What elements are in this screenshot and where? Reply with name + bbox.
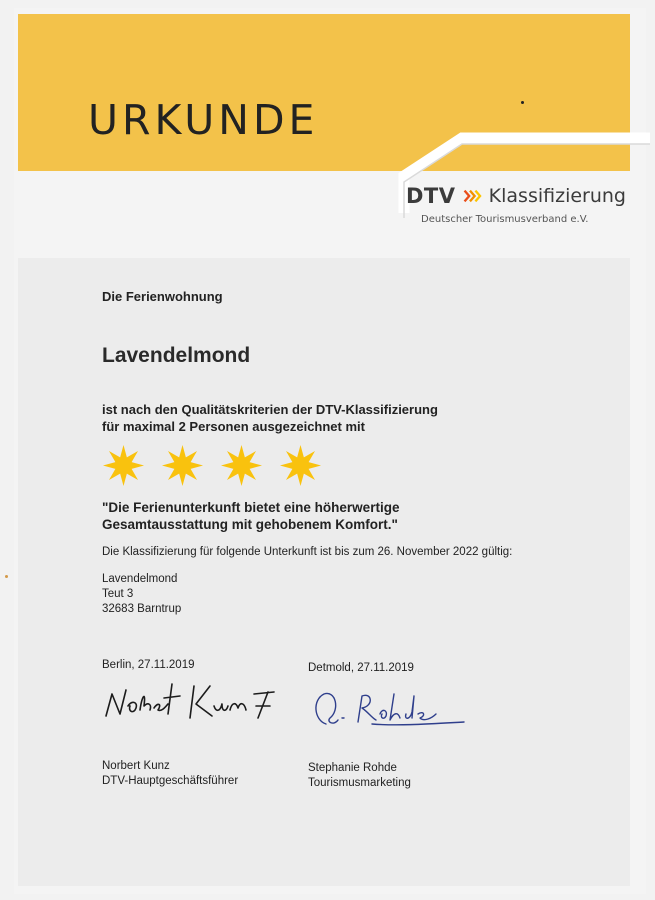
place-date-right: Detmold, 27.11.2019 (308, 662, 414, 674)
signature-left (98, 676, 283, 728)
star-icon (161, 444, 204, 487)
place-date-left: Berlin, 27.11.2019 (102, 659, 195, 671)
signer-right-role: Tourismusmarketing (308, 777, 411, 789)
criteria-line-2: für maximal 2 Personen ausgezeichnet mit (102, 419, 365, 434)
quote-line-2: Gesamtausstattung mit gehobenem Komfort." (102, 517, 398, 532)
signature-right (308, 684, 468, 732)
signer-right-name: Stephanie Rohde (308, 762, 397, 774)
criteria-line-1: ist nach den Qualitätskriterien der DTV-Klassifizierung (102, 402, 438, 417)
quote-line-1: "Die Ferienunterkunft bietet eine höherwertige (102, 500, 400, 515)
chevron-1 (464, 191, 469, 202)
dtv-logo (406, 184, 626, 234)
intro-text: Die Ferienwohnung (102, 289, 223, 304)
star-rating (102, 444, 322, 487)
dtv-brand: DTV (406, 184, 456, 208)
star-icon (279, 444, 322, 487)
star-icon (220, 444, 263, 487)
validity-text: Die Klassifizierung für folgende Unterkunft ist bis zum 26. November 2022 gültig: (102, 546, 513, 558)
dtv-chevrons-icon (463, 186, 483, 206)
address-line-2: Teut 3 (102, 588, 134, 600)
address-line-3: 32683 Barntrup (102, 603, 182, 615)
dtv-subtitle: Deutscher Tourismusverband e.V. (421, 214, 589, 225)
paper-speck (521, 101, 524, 104)
property-name: Lavendelmond (102, 344, 251, 367)
dtv-klassifizierung-text: Klassifizierung (488, 185, 626, 207)
address-line-1: Lavendelmond (102, 573, 178, 585)
paper-speck (5, 575, 8, 578)
star-icon (102, 444, 145, 487)
certificate-title: URKUNDE (88, 96, 319, 144)
signer-left-role: DTV-Hauptgeschäftsführer (102, 775, 239, 787)
signer-left-name: Norbert Kunz (102, 760, 170, 772)
